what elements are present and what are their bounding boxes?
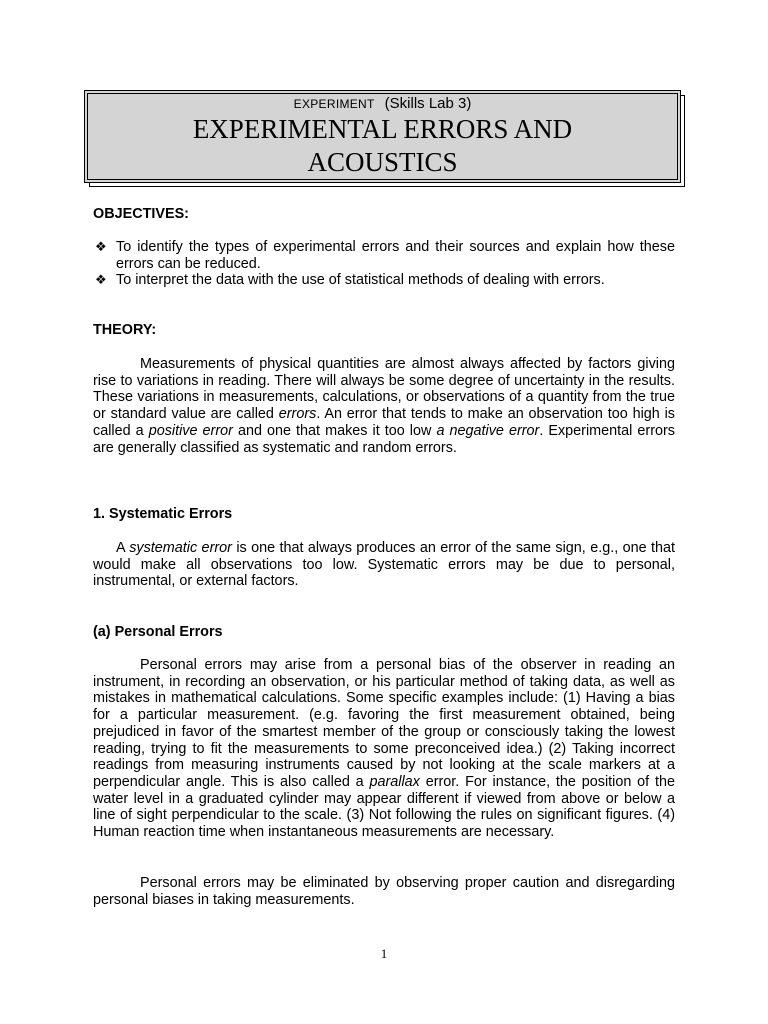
theory-term-errors: errors: [278, 406, 317, 423]
diamond-bullet-icon: ❖: [95, 272, 107, 288]
title-box-frame: [84, 90, 681, 183]
document-title-line1: EXPERIMENTAL ERRORS AND: [192, 114, 573, 144]
systematic-errors-heading: 1. Systematic Errors: [93, 506, 233, 522]
personal-errors-heading: (a) Personal Errors: [93, 624, 223, 640]
objective-text: To identify the types of experimental errors and their sources and explain how these errors can be reduced.: [116, 239, 675, 272]
theory-text: . An error that tends to make an observation too high is called a: [93, 406, 676, 439]
page-number: 1: [380, 946, 388, 961]
theory-paragraph: [93, 356, 675, 456]
personal-text: Personal errors may arise from a personal bias of the observer in reading an instrument, in recording an observation, or his particular method of taking data, as well as mistakes in mathematical calculations. Some specific examples include: (1) Having a bias for a particular measurement. (e.g. favoring the first measurement obtained, being prejudiced in favor of the smartest member of the group or consciously taking the lowest reading, trying to fit the measurements to some preconceived idea.) (2) Taking incorrect readings from measuring instruments caused by not looking at the scale markers at a perpendicular angle. This is also called a: [93, 657, 675, 790]
objectives-list: [93, 239, 675, 289]
experiment-line: [85, 96, 680, 112]
systematic-term: systematic error: [129, 540, 232, 556]
personal-text: error. For instance, the position of the water level in a graduated cylinder may appear different if viewed from above or below a line of sight perpendicular to the scale. (3) Not following the rules on significant figures. (4) Human reaction time when instantaneous measurements are necessary.: [93, 773, 675, 841]
personal-errors-paragraph-1: [93, 657, 675, 841]
theory-text: and one that makes it too low: [232, 422, 437, 439]
objective-item: [93, 272, 675, 289]
theory-heading: THEORY:: [93, 322, 157, 338]
theory-term-negative-error: a negative error: [436, 422, 540, 439]
personal-term-parallax: parallax: [369, 773, 420, 790]
experiment-label: EXPERIMENT: [293, 97, 375, 111]
systematic-text: is one that always produces an error of the same sign, e.g., one that would make all observations too low. Systematic errors may be due to personal, instrumental, or external factors.: [93, 540, 675, 590]
systematic-errors-paragraph: [93, 540, 675, 590]
theory-term-positive-error: positive error: [148, 422, 233, 439]
experiment-subtitle: (Skills Lab 3): [384, 95, 472, 112]
theory-text: Measurements of physical quantities are almost always affected by factors giving rise to variations in reading. There will always be some degree of uncertainty in the results. These variations in measurements, calculations, or observations of a quantity from the true or standard value are called: [93, 356, 675, 423]
theory-text: . Experimental errors are generally classified as systematic and random errors.: [93, 422, 675, 456]
diamond-bullet-icon: ❖: [95, 239, 107, 254]
personal-errors-paragraph-2: Personal errors may be eliminated by observing proper caution and disregarding personal biases in taking measurements.: [93, 875, 675, 908]
title-box: [84, 90, 686, 188]
document-title-line2: ACOUSTICS: [307, 147, 458, 177]
objective-item: [93, 239, 675, 272]
systematic-text: A: [116, 540, 130, 556]
objectives-heading: OBJECTIVES:: [93, 206, 189, 222]
objective-text: To interpret the data with the use of statistical methods of dealing with errors.: [116, 272, 605, 289]
